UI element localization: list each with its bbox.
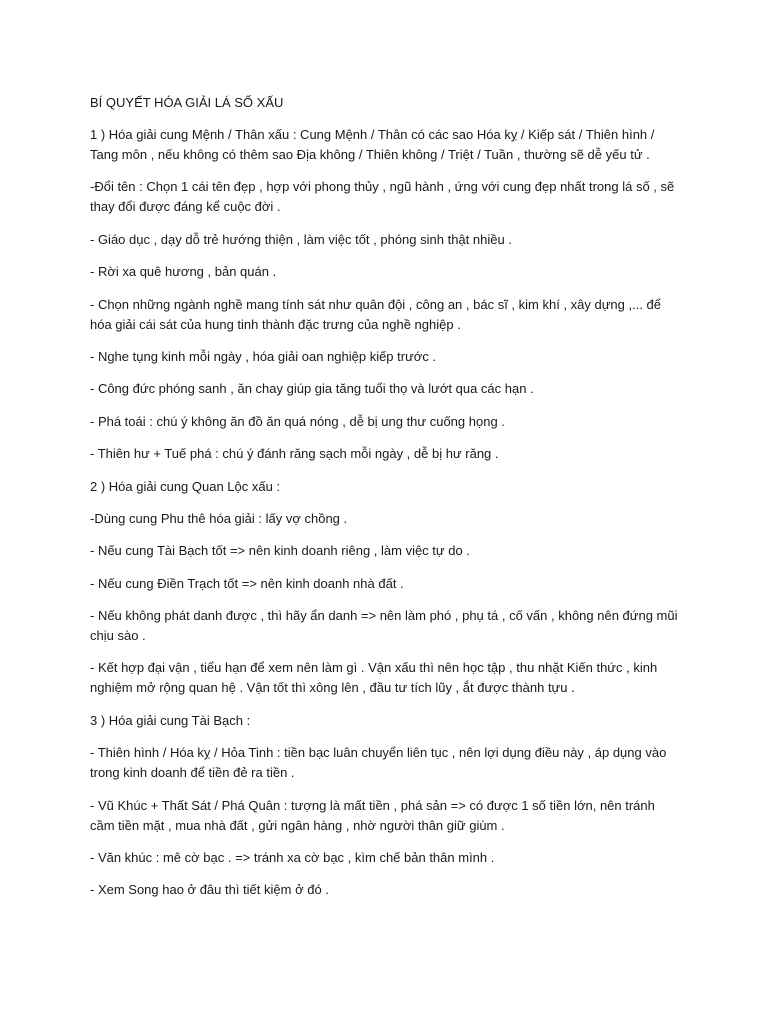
paragraph: - Kết hợp đại vận , tiểu hạn để xem nên làm gì . Vận xấu thì nên học tập , thu nhặt Kiến thức , kinh nghiệm mở rộng quan hệ . Vận tốt thì xông lên , đầu tư tích lũy , ắt được thành tựu . (90, 660, 658, 696)
paragraph: - Giáo dục , dạy dỗ trẻ hướng thiện , làm việc tốt , phóng sinh thật nhiều . (90, 231, 512, 247)
document-body (90, 93, 680, 913)
paragraph: - Thiên hình / Hóa kỵ / Hỏa Tinh : tiền bạc luân chuyển liên tục , nên lợi dụng điều này , áp dụng vào trong kinh doanh để tiền đẻ ra tiền . (90, 745, 667, 781)
paragraph: - Nghe tụng kinh mỗi ngày , hóa giải oan nghiệp kiếp trước . (90, 348, 437, 364)
paragraph: -Dùng cung Phu thê hóa giải : lấy vợ chồng . (90, 510, 348, 526)
paragraph: -Đổi tên : Chọn 1 cái tên đẹp , hợp với phong thủy , ngũ hành , ứng với cung đẹp nhất trong lá số , sẽ thay đổi được đáng kể cuộc đời . (90, 179, 675, 215)
paragraph: - Thiên hư + Tuế phá : chú ý đánh răng sạch mỗi ngày , dễ bị hư răng . (90, 446, 499, 462)
paragraph: - Xem Song hao ở đâu thì tiết kiệm ở đó . (90, 882, 329, 898)
paragraph: - Chọn những ngành nghề mang tính sát như quân đội , công an , bác sĩ , kim khí , xây dựng ,... để hóa giải cái sát của hung tinh thành đặc trưng của nghề nghiệp . (90, 296, 662, 332)
paragraph: - Nếu không phát danh được , thì hãy ẩn danh => nên làm phó , phụ tá , cố vấn , không nên đứng mũi chịu sào . (90, 608, 678, 644)
paragraph-list (90, 125, 680, 900)
paragraph: - Công đức phóng sanh , ăn chay giúp gia tăng tuổi thọ và lướt qua các hạn . (90, 381, 534, 397)
paragraph: - Văn khúc : mê cờ bạc . => tránh xa cờ bạc , kìm chế bản thân mình . (90, 850, 495, 866)
document-title: BÍ QUYẾT HÓA GIẢI LÁ SỐ XẤU (90, 95, 284, 110)
section-heading: 2 ) Hóa giải cung Quan Lộc xấu : (90, 478, 281, 494)
paragraph: - Nếu cung Điền Trạch tốt => nên kinh doanh nhà đất . (90, 575, 404, 591)
paragraph: - Phá toái : chú ý không ăn đồ ăn quá nóng , dễ bị ung thư cuống họng . (90, 413, 505, 429)
paragraph: - Rời xa quê hương , bản quán . (90, 264, 277, 280)
paragraph: - Nếu cung Tài Bạch tốt => nên kinh doanh riêng , làm việc tự do . (90, 543, 470, 559)
section-heading: 3 ) Hóa giải cung Tài Bạch : (90, 712, 251, 728)
paragraph: - Vũ Khúc + Thất Sát / Phá Quân : tượng là mất tiền , phá sản => có được 1 số tiền lớn, nên tránh cầm tiền mặt , mua nhà đất , gửi ngân hàng , nhờ người thân giữ giùm . (90, 797, 655, 833)
paragraph: 1 ) Hóa giải cung Mệnh / Thân xấu : Cung Mệnh / Thân có các sao Hóa kỵ / Kiếp sát / Thiên hình / Tang môn , nếu không có thêm sao Địa không / Thiên không / Triệt / Tuần , thường sẽ dễ yếu tử . (90, 127, 655, 162)
